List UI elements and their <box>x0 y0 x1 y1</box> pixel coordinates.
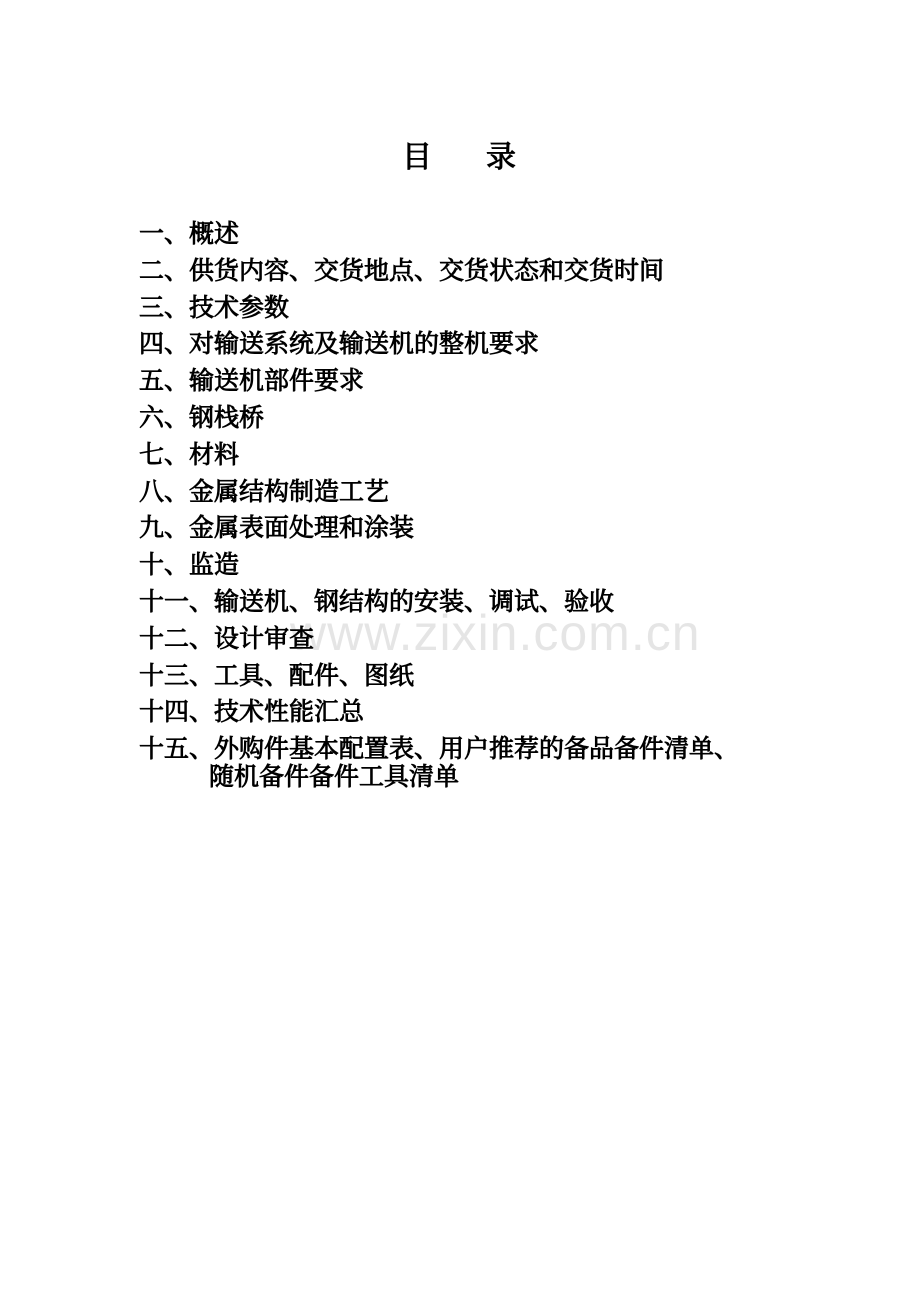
toc-item: 十三、工具、配件、图纸 <box>139 660 415 690</box>
title-char-1: 目 <box>402 140 434 175</box>
toc-item-last-line2: 随机备件备件工具清单 <box>209 762 460 792</box>
page-title <box>0 138 920 178</box>
toc-item: 一、概述 <box>139 219 240 248</box>
toc-item: 四、对输送系统及输送机的整机要求 <box>139 329 540 359</box>
toc-item-last <box>139 731 899 791</box>
toc-item: 十一、输送机、钢结构的安装、调试、验收 <box>139 586 615 616</box>
toc-item: 七、材料 <box>139 439 240 469</box>
toc-item: 十、监造 <box>139 550 240 580</box>
table-of-contents <box>139 216 899 791</box>
toc-item: 三、技术参数 <box>139 292 290 322</box>
toc-item: 六、钢栈桥 <box>139 402 265 432</box>
toc-item: 十四、技术性能汇总 <box>139 697 365 727</box>
toc-item: 九、金属表面处理和涂装 <box>139 513 415 543</box>
watermark: www.zixin.com.cn <box>290 605 701 661</box>
toc-item: 五、输送机部件要求 <box>139 366 365 396</box>
toc-item: 十二、设计审查 <box>139 623 315 653</box>
title-char-2: 录 <box>486 140 518 175</box>
toc-item-last-line1: 十五、外购件基本配置表、用户推荐的备品备件清单、 <box>139 734 740 764</box>
toc-item: 八、金属结构制造工艺 <box>139 476 390 506</box>
toc-item: 二、供货内容、交货地点、交货状态和交货时间 <box>139 255 665 285</box>
